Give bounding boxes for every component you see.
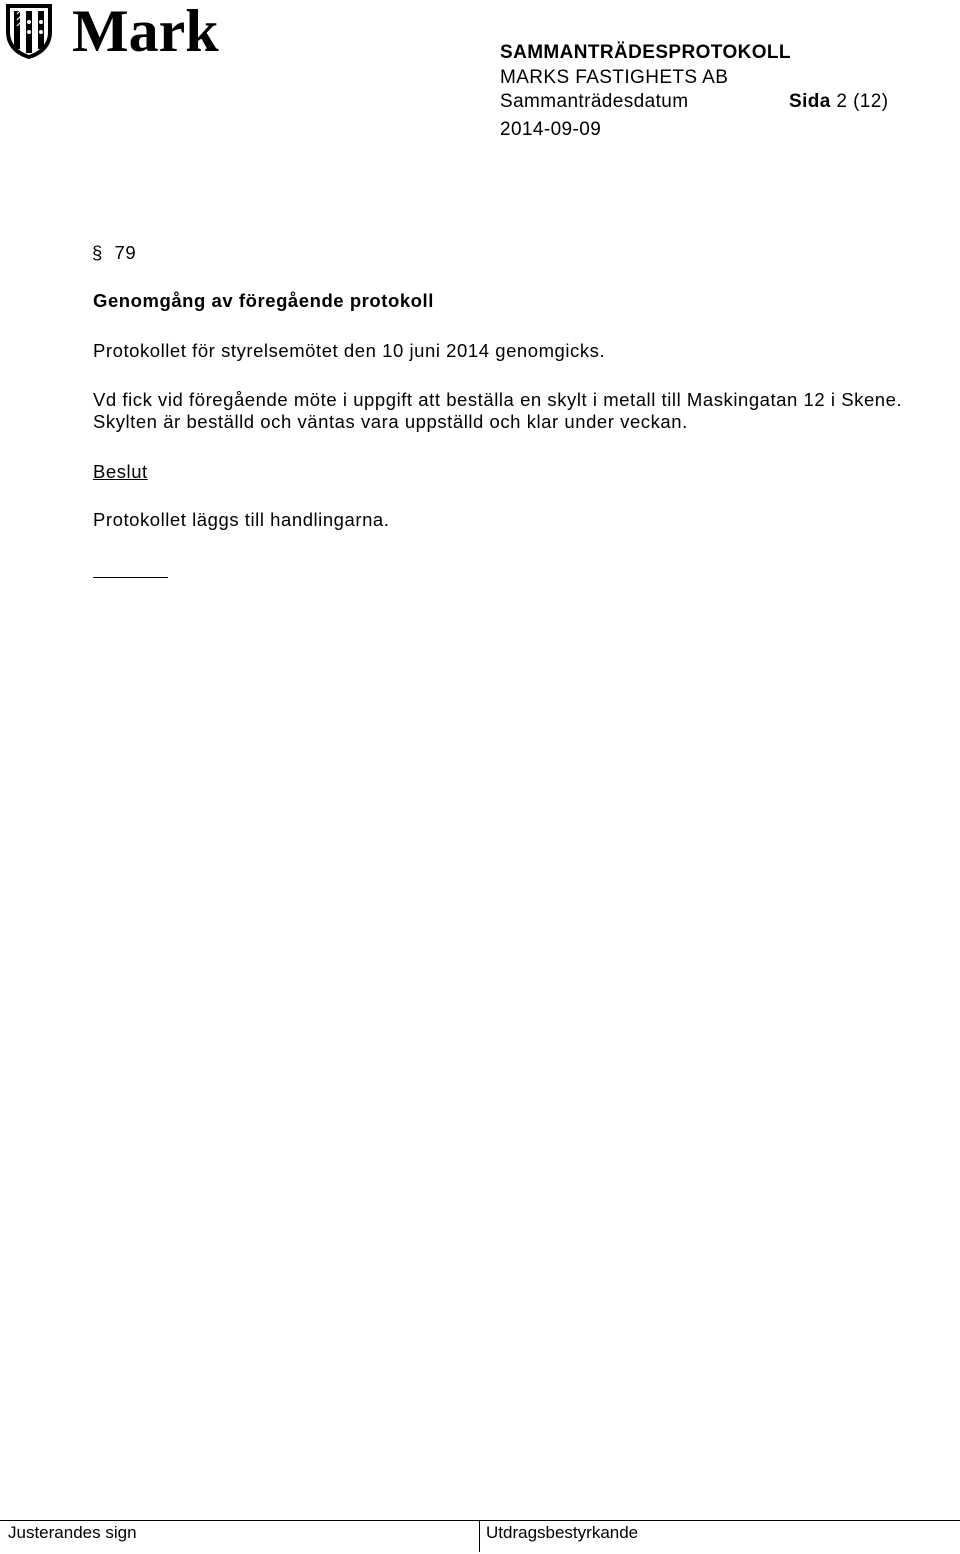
meeting-date: 2014-09-09 [500,119,602,140]
footer-divider [479,1520,480,1552]
document-type: SAMMANTRÄDESPROTOKOLL [500,42,791,63]
crest-icon [4,2,54,60]
footer-extract-certification: Utdragsbestyrkande [486,1523,639,1542]
municipality-crest [4,2,54,65]
decision-label: Beslut [93,461,148,482]
paragraph-2: Vd fick vid föregående möte i uppgift att beställa en skylt i metall till Maskingatan 12 i Skene. Skylten är beställd och väntas vara uppställd och klar under veckan. [93,389,903,432]
section-end-rule [93,577,168,578]
footer-rule [0,1520,960,1521]
footer-adjuster-sign: Justerandes sign [8,1523,137,1542]
page-label: Sida [789,91,831,112]
decision-text: Protokollet läggs till handlingarna. [93,509,390,530]
organization-name: MARKS FASTIGHETS AB [500,67,729,88]
section-symbol: § [92,242,103,263]
logo-wordmark: Mark [72,0,219,64]
section-heading: Genomgång av föregående protokoll [93,290,434,311]
section-number [92,242,136,264]
section-number-value: 79 [114,242,137,263]
meeting-date-label: Sammanträdesdatum [500,91,689,112]
page-indicator [789,90,888,114]
page-number: 2 (12) [836,91,889,112]
paragraph-1: Protokollet för styrelsemötet den 10 juni 2014 genomgicks. [93,340,606,361]
